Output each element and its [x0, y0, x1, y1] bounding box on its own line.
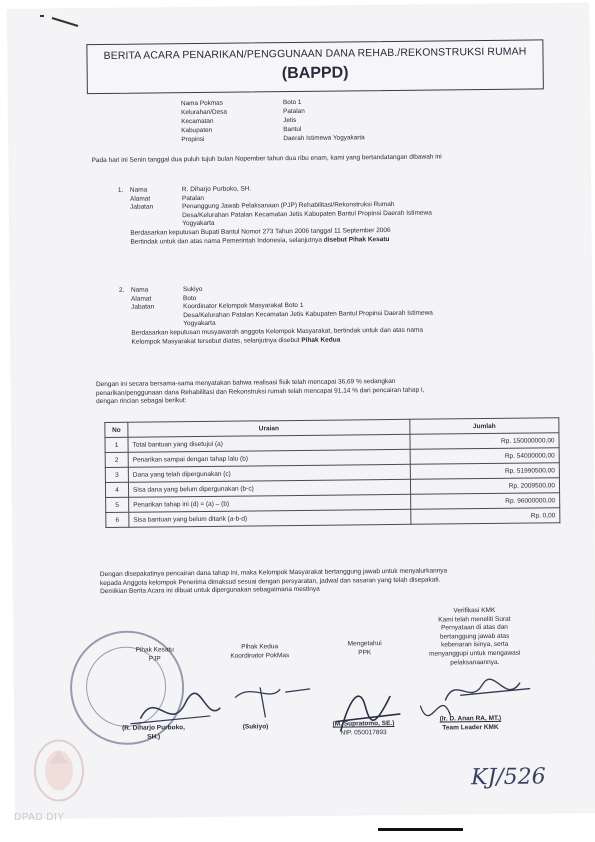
document-acronym: (BAPPD)	[281, 64, 349, 83]
identity-row: Kecamatan Jetis	[181, 116, 297, 126]
table-header-row: No Uraian Jumlah	[105, 418, 559, 438]
identity-row: Kabupaten Bantul	[181, 125, 302, 135]
table-row: 2 Penarikan sampai dengan tahap lalu (b) Rp. 54000000,00	[105, 448, 559, 468]
bottom-bar	[378, 828, 463, 831]
signature-kedua-header: Pihak Kedua Koordinator PokMas	[230, 643, 290, 660]
table-row: 3 Dana yang telah dipergunakan (c) Rp. 51990500,00	[105, 463, 559, 483]
signature-kesatu-name: (R. Diharjo Purboko, SH.)	[122, 724, 185, 741]
pen-mark	[38, 10, 98, 30]
document-title: BERITA ACARA PENARIKAN/PENGGUNAAN DANA REHAB./REKONSTRUKSI RUMAH	[103, 45, 527, 63]
closing-paragraph: Dengan disepakatinya pencairan dana tahap ini, maka Kelompok Masyarakat bertanggung jawab untuk menyalurkannya kepada Anggota kelompok Penerima dimaksud sesuai dengan persyaratan, jadwal dan sasaran yang telah disepakati. Demikian Berita Acara ini dibuat untuk dipergunakan sebagaimana mestinya	[99, 567, 448, 596]
statement-paragraph: Dengan ini secara bersama-sama menyatakan bahwa realisasi fisik telah mencapai 36,69 % sedangkan penarikan/penggunaan dana Rehabilitasi dan Rekonstruksi rumah telah mencapai 91,14 % dari pencairan tahap I, dengan rincian sebagai berikut:	[95, 377, 425, 406]
signature-mengetahui-name: (M. Supratomo, SE.) NIP. 050017893	[332, 719, 395, 737]
identity-table	[181, 98, 365, 145]
table-row: 6 Sisa bantuan yang belum ditarik (a-b-d) Rp. 0,00	[106, 508, 560, 528]
table-row: 4 Sisa dana yang belum dipergunakan (b-c) Rp. 2009500,00	[105, 478, 559, 498]
person-1-name: R. Diharjo Purboko, SH.	[181, 185, 252, 194]
handwritten-code: KJ/526	[470, 764, 546, 791]
signature-mengetahui-header: Mengetahui PPK	[347, 640, 382, 656]
person-2-name: Sukiyo	[182, 285, 203, 294]
table-row: 5 Penarikan tahap ini (d) = (a) – (b) Rp. 96000000,00	[106, 493, 560, 513]
intro-paragraph: Pada hari ini Senin tanggal dua puluh tujuh bulan Nopember tahun dua ribu enam, kami yang bertandatangan dibawah ini	[91, 153, 442, 165]
person-2-block: 2. Nama Sukiyo Alamat Boto Jabatan Koordinator Kelompok Masyarakat Boto 1 Desa/Kelurahan Patalan Kecamatan Jetis Kabupaten Bantul Propinsi Daerah Istimewa Yogyakarta Berdasarkan keputusan musyawarah anggota Kelompok Masyarakat, bertindak untuk dan atas nama Kelompok Masyarakat tersebut diatas, selanjutnya disebut Pihak Kedua	[119, 282, 540, 347]
signature-kesatu-header: Pihak Kesatu PJP	[135, 646, 174, 663]
government-logo	[30, 735, 89, 806]
watermark-text: DPAD DIY	[14, 812, 65, 823]
person-1-block: 1. Nama R. Diharjo Purboko, SH. Alamat Patalan Jabatan Penanggung Jawab Pelaksanaan (PJP) Rehabilitasi/Rekonstruksi Rumah Desa/Kelurahan Patalan Kecamatan Jetis Kabupaten Bantul Propinsi Daerah Istimewa Yogyakarta Berdasarkan keputusan Bupati Bantul Nomor 273 Tahun 2006 tanggal 11 September 2006 Bertindak untuk dan atas nama Pemerintah Indonesia, selanjutnya disebut Pihak Kesatu	[118, 182, 539, 247]
signature-kedua-name: (Sukiyo)	[242, 723, 269, 731]
document-sheet	[8, 4, 595, 818]
title-box	[86, 39, 543, 94]
funds-table	[104, 417, 560, 528]
identity-row: Kelurahan/Desa Patalan	[181, 107, 305, 117]
verification-note: Verifikasi KMK Kami telah meneliti Surat Pernyataan di atas dan bertanggung jawab atas kebenaran isinya, serta menyanggupi untuk mengawasi pelaksanaannya.	[429, 606, 521, 666]
identity-row: Nama Pokmas Boto 1	[180, 98, 302, 108]
signature-kmk-name: (Ir. D. Anan RA, MT.) Team Leader KMK	[439, 714, 502, 732]
identity-row: Propinsi Daerah Istimewa Yogyakarta	[181, 134, 365, 144]
table-row: 1 Total bantuan yang disetujui (a) Rp. 150000000,00	[105, 433, 559, 453]
